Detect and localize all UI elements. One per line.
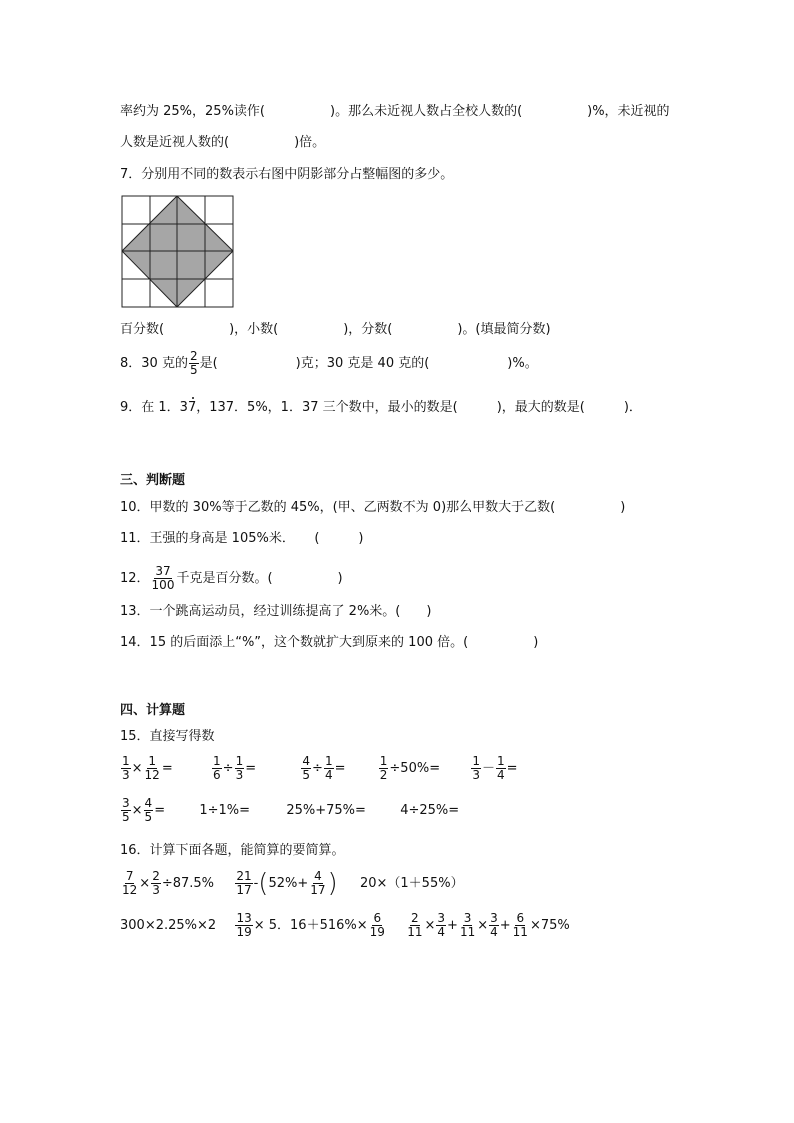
fraction [379, 755, 389, 782]
fraction [406, 912, 423, 939]
numerator: 4 [144, 796, 153, 810]
numerator: 2 [189, 349, 198, 363]
denominator: 11 [512, 925, 528, 939]
fraction [144, 797, 154, 824]
denominator: 100 [151, 578, 175, 592]
fraction-37-100 [151, 565, 176, 592]
numerator: 37 [155, 564, 171, 578]
fraction [212, 755, 222, 782]
fraction [121, 797, 131, 824]
q15-row2 [120, 797, 459, 824]
op: × [131, 761, 143, 776]
q8-suffix: 是( )克；30 克是 40 克的( )%。 [199, 356, 538, 371]
op: = [154, 803, 166, 818]
denominator: 4 [437, 925, 446, 939]
numerator: 3 [490, 911, 498, 925]
fraction [471, 755, 481, 782]
numerator: 1 [472, 754, 481, 768]
fraction [309, 870, 326, 897]
fraction [151, 870, 161, 897]
denominator: 11 [407, 925, 423, 939]
fraction [144, 755, 161, 782]
fraction [496, 755, 506, 782]
q9-prefix: 9．在 1．3 [120, 400, 188, 415]
numerator: 1 [213, 754, 221, 768]
fraction [512, 912, 529, 939]
op: × 5．16＋516%× [253, 918, 368, 933]
op: × [139, 876, 151, 891]
op: = [506, 761, 518, 776]
numerator: 1 [497, 754, 505, 768]
numerator: 6 [516, 911, 525, 925]
numerator: 1 [324, 754, 333, 768]
op: － [482, 761, 496, 776]
denominator: 3 [122, 768, 130, 782]
fraction [121, 870, 138, 897]
numerator: 3 [437, 911, 446, 925]
repeating-digit: 7 [187, 400, 197, 415]
numerator: 6 [373, 911, 382, 925]
q8-prefix: 8．30 克的 [120, 356, 188, 371]
denominator: 5 [144, 810, 153, 824]
numerator: 1 [235, 754, 244, 768]
op: + [499, 918, 511, 933]
shaded-grid-figure [121, 195, 235, 308]
fraction [235, 870, 252, 897]
q9-line [120, 399, 642, 417]
denominator: 3 [235, 768, 244, 782]
op: - [253, 876, 259, 891]
fraction [121, 755, 131, 782]
q9-suffix: ，137．5%，1．37 三个数中，最小的数是( )，最大的数是( )． [196, 400, 642, 415]
fraction-two-fifths [189, 350, 199, 377]
fraction [235, 755, 245, 782]
numerator: 21 [236, 869, 252, 883]
denominator: 19 [236, 925, 252, 939]
numerator: 3 [122, 796, 130, 810]
fraction [301, 755, 311, 782]
q13-text: 13．一个跳高运动员，经过训练提高了 2%米。( ) [120, 604, 432, 619]
op: 52%+ [268, 876, 309, 891]
op: × [477, 918, 489, 933]
numerator: 1 [148, 754, 156, 768]
denominator: 2 [379, 768, 388, 782]
expr: 25%+75%= [286, 803, 366, 818]
denominator: 12 [122, 883, 138, 897]
op: ÷ [312, 761, 323, 776]
denominator: 4 [324, 768, 333, 782]
denominator: 4 [490, 925, 498, 939]
op: × [424, 918, 436, 933]
numerator: 4 [314, 869, 322, 883]
numerator: 7 [125, 869, 134, 883]
q12-line [120, 565, 343, 592]
denominator: 4 [497, 768, 505, 782]
op: × [131, 803, 143, 818]
close-paren: ) [327, 868, 338, 899]
numerator: 3 [463, 911, 472, 925]
q14-text: 14．15 的后面添上“%”，这个数就扩大到原来的 100 倍。( ) [120, 635, 539, 650]
numerator: 1 [122, 754, 130, 768]
q12-suffix: 千克是百分数。( ) [176, 571, 343, 586]
fraction [436, 912, 446, 939]
op: ×75% [529, 918, 570, 933]
denominator: 3 [152, 883, 160, 897]
denominator: 17 [236, 883, 252, 897]
op: = [245, 761, 257, 776]
numerator: 1 [379, 754, 388, 768]
q7-answer-line: 百分数( )，小数( )，分数( )。(填最简分数) [120, 322, 551, 337]
op: = [161, 761, 173, 776]
denominator: 5 [302, 768, 311, 782]
q6-line1: 率约为 25%，25%读作( )。那么未近视人数占全校人数的( )%，未近视的 [120, 104, 670, 119]
op: ÷87.5% [161, 876, 215, 891]
denominator: 3 [472, 768, 481, 782]
denominator: 11 [459, 925, 476, 939]
expr: 1÷1%= [199, 803, 251, 818]
q7-text: 7．分别用不同的数表示右图中阴影部分占整幅图的多少。 [120, 167, 454, 182]
denominator: 5 [189, 363, 198, 377]
fraction [324, 755, 334, 782]
q11-text: 11．王强的身高是 105%米． ( ) [120, 531, 364, 546]
expr: 4÷25%= [400, 803, 460, 818]
numerator: 2 [411, 911, 419, 925]
section-calc-heading: 四、计算题 [120, 703, 186, 718]
op: = [334, 761, 346, 776]
q8-line [120, 350, 538, 377]
op: ÷ [222, 761, 234, 776]
q15-row1 [120, 755, 518, 782]
numerator: 4 [302, 754, 311, 768]
denominator: 5 [122, 810, 130, 824]
open-paren: ( [258, 868, 269, 899]
q16-row2 [120, 912, 570, 939]
q10-text: 10．甲数的 30%等于乙数的 45%，(甲、乙两数不为 0)那么甲数大于乙数( ) [120, 500, 626, 515]
denominator: 6 [213, 768, 221, 782]
q6-line2: 人数是近视人数的( )倍。 [120, 135, 326, 150]
denominator: 12 [144, 768, 160, 782]
fraction [369, 912, 386, 939]
numerator: 2 [152, 869, 160, 883]
q15-text: 15．直接写得数 [120, 729, 215, 744]
q16-row1 [120, 870, 464, 897]
fraction [489, 912, 499, 939]
numerator: 13 [236, 911, 252, 925]
fraction [235, 912, 252, 939]
fraction [459, 912, 476, 939]
op: ÷50%= [389, 761, 441, 776]
section-judgment-heading: 三、判断题 [120, 473, 186, 488]
expr: 300×2.25%×2 [120, 918, 217, 933]
op: + [447, 918, 458, 933]
q12-prefix: 12． [120, 571, 150, 586]
denominator: 17 [310, 883, 326, 897]
expr: 20×（1＋55%） [359, 876, 464, 891]
q16-text: 16．计算下面各题，能简算的要简算。 [120, 843, 345, 858]
denominator: 19 [369, 925, 385, 939]
